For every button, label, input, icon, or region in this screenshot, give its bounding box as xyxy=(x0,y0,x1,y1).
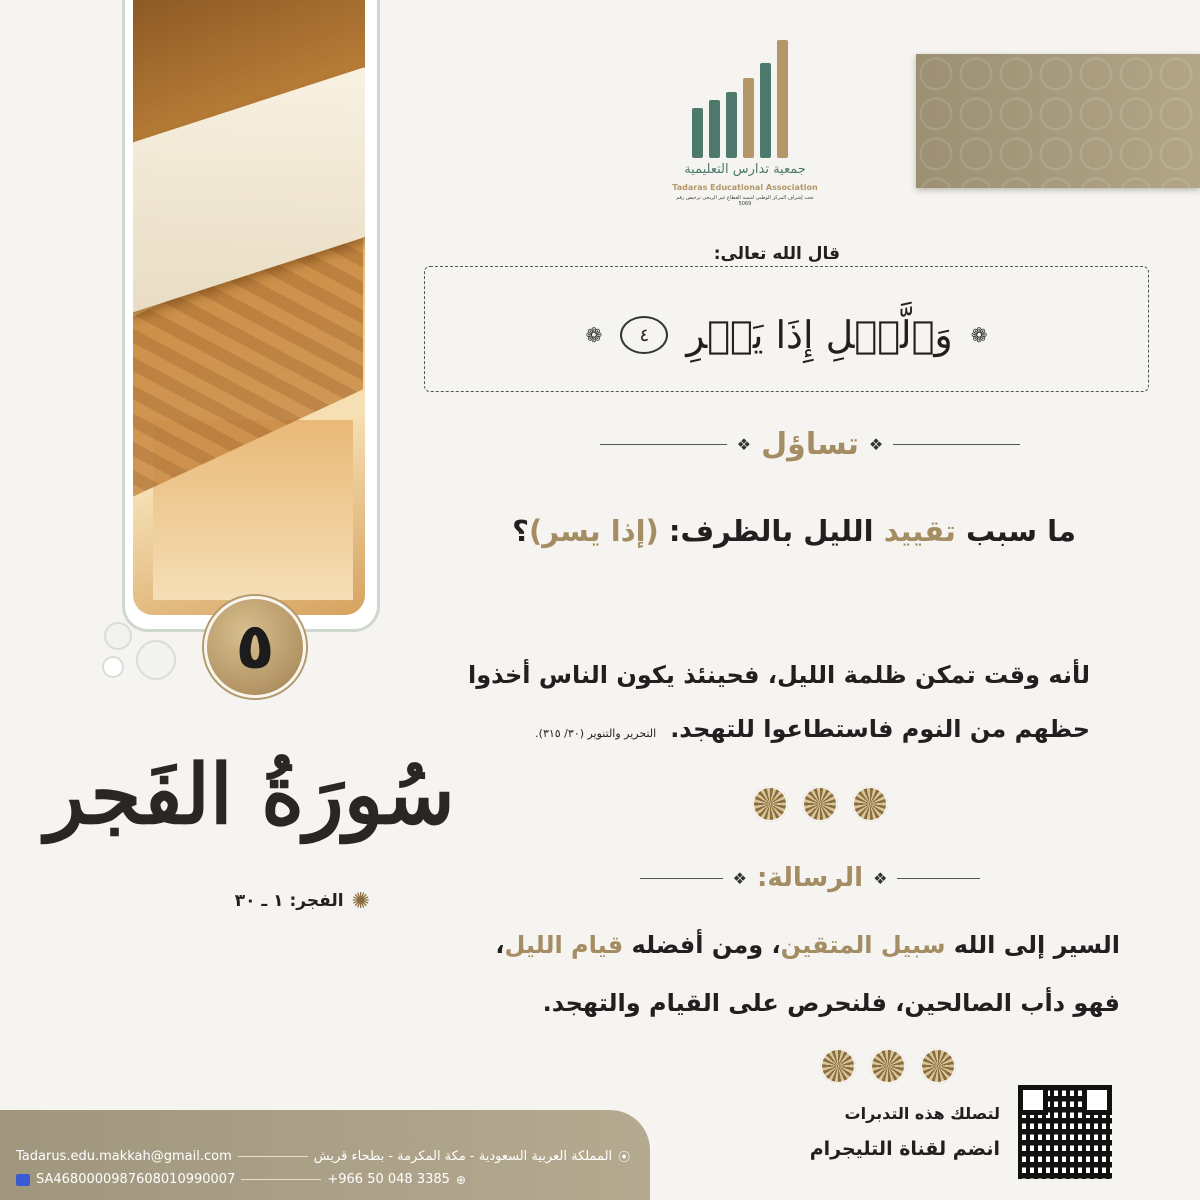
surah-range xyxy=(190,886,370,916)
logo-subtitle: تحت إشراف المركز الوطني لتنمية القطاع غير الربحي ترخيص رقم 5069 xyxy=(676,195,814,207)
rosette-icon xyxy=(820,1048,856,1084)
ornament-icon: ❖ xyxy=(873,868,888,888)
ayah-number: ٤ xyxy=(620,316,668,354)
verse-intro: قال الله تعالى: xyxy=(713,244,840,264)
rosette-icon xyxy=(852,786,888,822)
globe-icon: ⊕ xyxy=(455,1172,466,1187)
rosette-icon xyxy=(920,1048,956,1084)
answer-line-1: لأنه وقت تمكن ظلمة الليل، فحينئذ يكون الناس أخذوا xyxy=(467,661,1090,689)
quran-photo xyxy=(122,0,380,632)
message-heading-label: الرسالة: xyxy=(756,863,864,893)
association-logo xyxy=(670,38,820,208)
footer xyxy=(0,1110,650,1200)
verse-text: وَٱلَّيۡلِ إِذَا يَسۡرِ xyxy=(686,313,953,357)
iban: SA4680000987608010990007 xyxy=(36,1172,236,1187)
rosette-icon xyxy=(752,786,788,822)
post-number-badge: ٥ xyxy=(204,596,306,698)
answer-text xyxy=(420,648,1090,761)
telegram-qr-code[interactable] xyxy=(1018,1085,1112,1179)
logo-name-en: Tadaras Educational Association xyxy=(672,183,818,192)
message-line-2: فهو دأب الصالحين، فلنحرص على القيام والتهجد. xyxy=(542,989,1120,1017)
rosette-icon xyxy=(802,786,838,822)
decorative-pattern xyxy=(916,54,1200,188)
rosette-icon xyxy=(870,1048,906,1084)
question-text: ما سبب تقييد الليل بالظرف: (إذا يسر)؟ xyxy=(512,514,1076,548)
ornament-icon: ❖ xyxy=(736,434,752,454)
divider-rosettes xyxy=(740,786,900,822)
telegram-caption: لتصلك هذه التدبرات xyxy=(844,1104,1000,1123)
message-heading xyxy=(640,858,980,898)
answer-line-2: حظهم من النوم فاستطاعوا للتهجد. xyxy=(670,715,1090,743)
bank-icon xyxy=(16,1174,30,1186)
ornament-icon: ❖ xyxy=(732,868,747,888)
message-text: السير إلى الله سبيل المتقين، ومن أفضله قيام الليل، فهو دأب الصالحين، فلنحرص على القيام والتهجد. xyxy=(470,916,1120,1032)
telegram-join-link[interactable]: انضم لقناة التليجرام xyxy=(809,1138,1000,1160)
logo-name-ar: جمعية تدارس التعليمية xyxy=(684,162,806,177)
surah-range-label: الفجر: ١ ـ ٣٠ xyxy=(234,891,344,911)
ornament-icon: ❖ xyxy=(868,434,884,454)
ornament-left-icon: ❁ xyxy=(585,323,603,347)
verse xyxy=(424,300,1149,370)
address: المملكة العربية السعودية - مكة المكرمة - بطحاء قريش xyxy=(313,1149,613,1164)
phone-number[interactable]: +966 50 048 3385 xyxy=(327,1172,450,1187)
ornament-right-icon: ❁ xyxy=(970,323,988,347)
location-pin-icon: ⦿ xyxy=(618,1150,631,1164)
surah-title: سُورَةُ الفَجر xyxy=(45,747,455,843)
question-heading-label: تساؤل xyxy=(761,426,859,462)
divider-rosettes xyxy=(808,1048,968,1084)
question-heading xyxy=(600,422,1020,466)
email-link[interactable]: Tadarus.edu.makkah@gmail.com xyxy=(16,1149,232,1164)
rosette-icon: ✺ xyxy=(351,888,370,914)
answer-reference: التحرير والتنوير (٣٠/ ٣١٥). xyxy=(535,727,657,740)
